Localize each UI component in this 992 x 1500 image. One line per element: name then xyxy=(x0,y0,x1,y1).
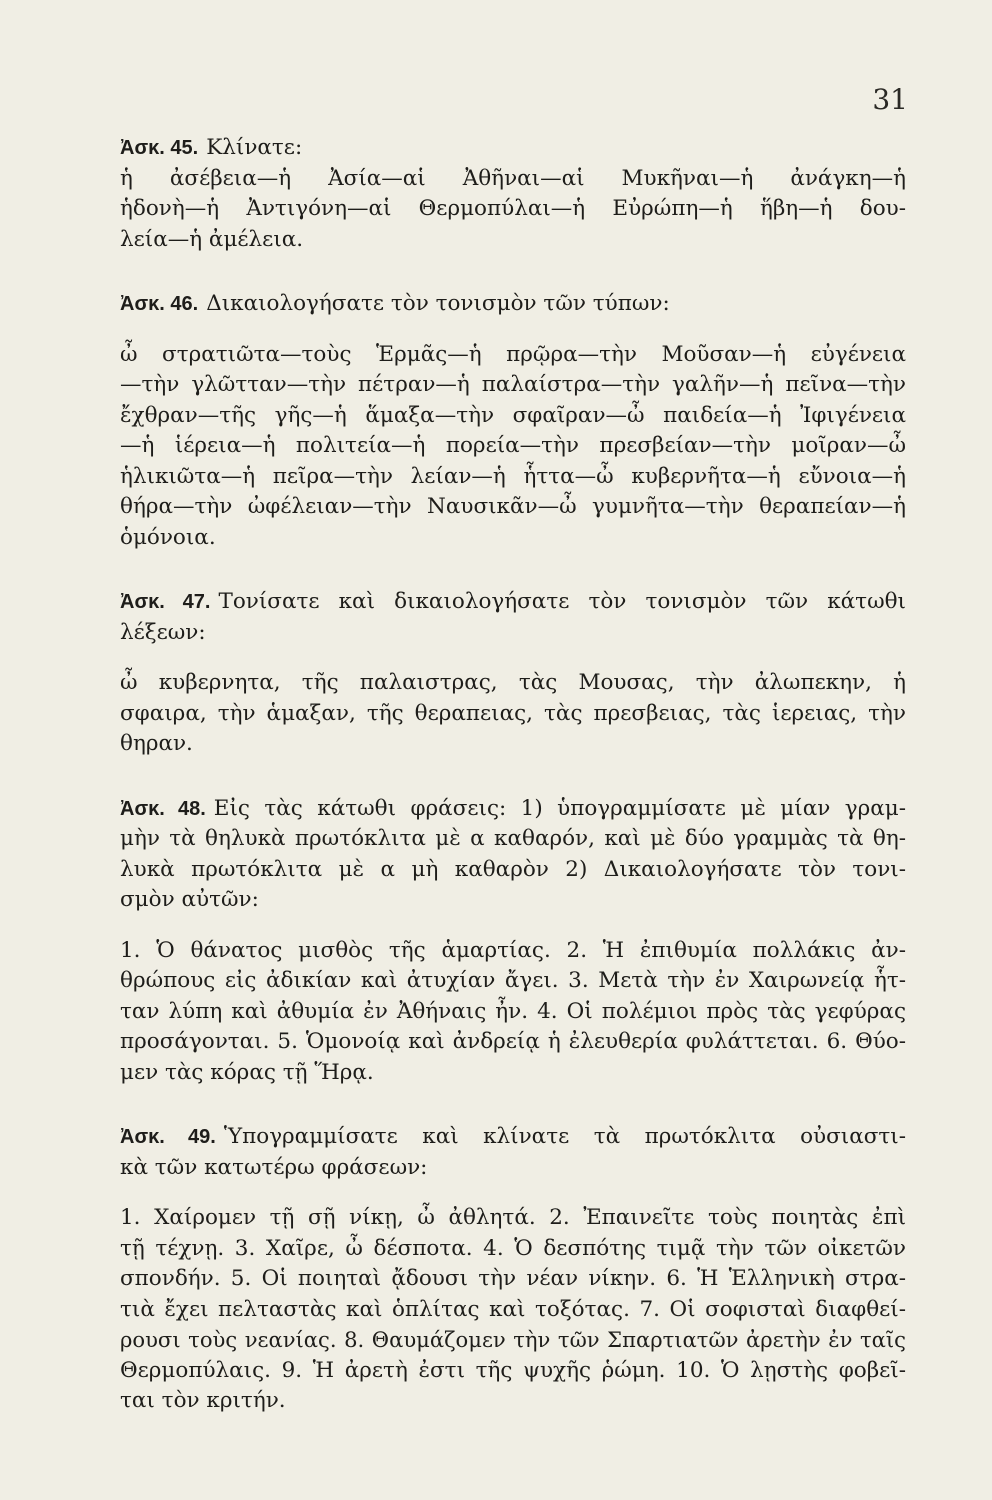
text-line: ἔχθραν—τῆς γῆς—ἡ ἅμαξα—τὴν σφαῖραν—ὦ παιδεία—ἡ Ἰφιγένεια xyxy=(120,402,906,428)
text-line: ὁμόνοια. xyxy=(120,524,216,550)
text-line: σμὸν αὐτῶν: xyxy=(120,887,259,912)
exercise-48 xyxy=(120,794,906,1089)
text-line: τῇ τέχνῃ. 3. Χαῖρε, ὦ δέσποτα. 4. Ὁ δεσπότης τιμᾷ τὴν τῶν οἰκετῶν xyxy=(120,1235,906,1261)
page-number: 31 xyxy=(872,83,908,116)
text-line: σπονδήν. 5. Οἱ ποιηταὶ ᾄδουσι τὴν νέαν νίκην. 6. Ἡ Ἑλληνικὴ στρα- xyxy=(120,1266,906,1291)
exercise-instruction: Δικαιολογήσατε τὸν τονισμὸν τῶν τύπων: xyxy=(206,291,670,316)
exercise-instruction: Κλίνατε: xyxy=(206,135,303,160)
text-line: ἡ ἀσέβεια—ἡ Ἀσία—αἱ Ἀθῆναι—αἱ Μυκῆναι—ἡ ἀνάγκη—ἡ xyxy=(120,165,906,191)
exercise-label: Ἀσκ. 46. xyxy=(120,293,199,315)
exercise-label: Ἀσκ. 45. xyxy=(120,137,199,159)
text-line: ταν λύπη καὶ ἀθυμία ἐν Ἀθήναις ἦν. 4. Οἱ πολέμιοι πρὸς τὰς γεφύρας xyxy=(120,998,906,1024)
exercise-heading-line xyxy=(120,794,906,825)
text-line: 1. Ὁ θάνατος μισθὸς τῆς ἁμαρτίας. 2. Ἡ ἐπιθυμία πολλάκις ἀν- xyxy=(120,937,906,963)
text-line: ἡδονὴ—ἡ Ἀντιγόνη—αἱ Θερμοπύλαι—ἡ Εὐρώπη—ἡ ἥβη—ἡ δου- xyxy=(120,196,906,221)
text-line: μὴν τὰ θηλυκὰ πρωτόκλιτα μὲ α καθαρόν, καὶ μὲ δύο γραμμὰς τὰ θη- xyxy=(120,826,906,851)
spacer xyxy=(120,1088,906,1122)
text-line: λυκὰ πρωτόκλιτα μὲ α μὴ καθαρὸν 2) Δικαιολογήσατε τὸν τονι- xyxy=(120,856,906,882)
text-line: —ἡ ἱέρεια—ἡ πολιτεία—ἡ πορεία—τὴν πρεσβείαν—τὴν μοῖραν—ὦ xyxy=(120,433,906,458)
spacer xyxy=(120,916,906,936)
spacer xyxy=(120,553,906,587)
spacer xyxy=(120,320,906,340)
exercise-49 xyxy=(120,1122,906,1417)
exercise-heading-line xyxy=(120,587,906,618)
text-line: ἡλικιῶτα—ἡ πεῖρα—τὴν λείαν—ἡ ἧττα—ὦ κυβερνῆτα—ἡ εὔνοια—ἡ xyxy=(120,463,906,489)
text-line: θηραν. xyxy=(120,731,193,756)
text-line: ρουσι τοὺς νεανίας. 8. Θαυμάζομεν τὴν τῶν Σπαρτιατῶν ἀρετὴν ἐν ταῖς xyxy=(120,1327,906,1352)
exercise-label: Ἀσκ. 49. xyxy=(120,1126,216,1148)
exercise-47 xyxy=(120,587,906,760)
spacer xyxy=(120,648,906,668)
text-line: Θερμοπύλαις. 9. Ἡ ἀρετὴ ἐστι τῆς ψυχῆς ῥώμη. 10. Ὁ λῃστὴς φοβεῖ- xyxy=(120,1357,906,1383)
text-line: κὰ τῶν κατωτέρω φράσεων: xyxy=(120,1154,428,1180)
exercise-instruction: Ὑπογραμμίσατε καὶ κλίνατε τὰ πρωτόκλιτα οὐσιαστι- xyxy=(223,1124,906,1149)
spacer xyxy=(120,760,906,794)
text-line: λεία—ἡ ἀμέλεια. xyxy=(120,226,304,252)
exercise-heading-line xyxy=(120,289,906,320)
exercise-instruction: Εἰς τὰς κάτωθι φράσεις: 1) ὑπογραμμίσατε μὲ μίαν γραμ- xyxy=(213,795,906,821)
exercise-instruction: Τονίσατε καὶ δικαιολογήσατε τὸν τονισμὸν τῶν κάτωθι xyxy=(218,589,906,614)
page-body xyxy=(120,133,906,1417)
exercise-label: Ἀσκ. 47. xyxy=(120,591,211,613)
text-line: θρώπους εἰς ἀδικίαν καὶ ἀτυχίαν ἄγει. 3. Μετὰ τὴν ἐν Χαιρωνείᾳ ἧτ- xyxy=(120,968,906,993)
exercise-label: Ἀσκ. 48. xyxy=(120,797,206,820)
text-line: λέξεων: xyxy=(120,619,206,645)
text-line: ὦ στρατιῶτα—τοὺς Ἑρμᾶς—ἡ πρῷρα—τὴν Μοῦσαν—ἡ εὐγένεια xyxy=(120,341,906,367)
spacer xyxy=(120,255,906,289)
text-line: 1. Χαίρομεν τῇ σῇ νίκῃ, ὦ ἀθλητά. 2. Ἐπαινεῖτε τοὺς ποιητὰς ἐπὶ xyxy=(120,1205,906,1230)
text-line: θήρα—τὴν ὠφέλειαν—τὴν Ναυσικᾶν—ὦ γυμνῆτα—τὴν θεραπείαν—ἡ xyxy=(120,494,906,519)
exercise-46 xyxy=(120,289,906,553)
exercise-heading-line xyxy=(120,1122,906,1153)
text-line: —τὴν γλῶτταν—τὴν πέτραν—ἡ παλαίστρα—τὴν γαλῆν—ἡ πεῖνα—τὴν xyxy=(120,372,906,397)
text-line: προσάγονται. 5. Ὁμονοίᾳ καὶ ἀνδρείᾳ ἡ ἐλευθερία φυλάττεται. 6. Θύο- xyxy=(120,1029,906,1054)
text-line: τιὰ ἔχει πελταστὰς καὶ ὁπλίτας καὶ τοξότας. 7. Οἱ σοφισταὶ διαφθεί- xyxy=(120,1296,906,1322)
text-line: σφαιρα, τὴν ἁμαξαν, τῆς θεραπειας, τὰς πρεσβειας, τὰς ἱερειας, τὴν xyxy=(120,700,906,726)
text-line: ται τὸν κριτήν. xyxy=(120,1388,286,1413)
exercise-heading-line xyxy=(120,133,906,164)
text-line: μεν τὰς κόρας τῇ Ἥρᾳ. xyxy=(120,1059,374,1085)
spacer xyxy=(120,1183,906,1203)
exercise-45 xyxy=(120,133,906,255)
text-line: ὦ κυβερνητα, τῆς παλαιστρας, τὰς Μουσας, τὴν ἀλωπεκην, ἡ xyxy=(120,670,906,695)
